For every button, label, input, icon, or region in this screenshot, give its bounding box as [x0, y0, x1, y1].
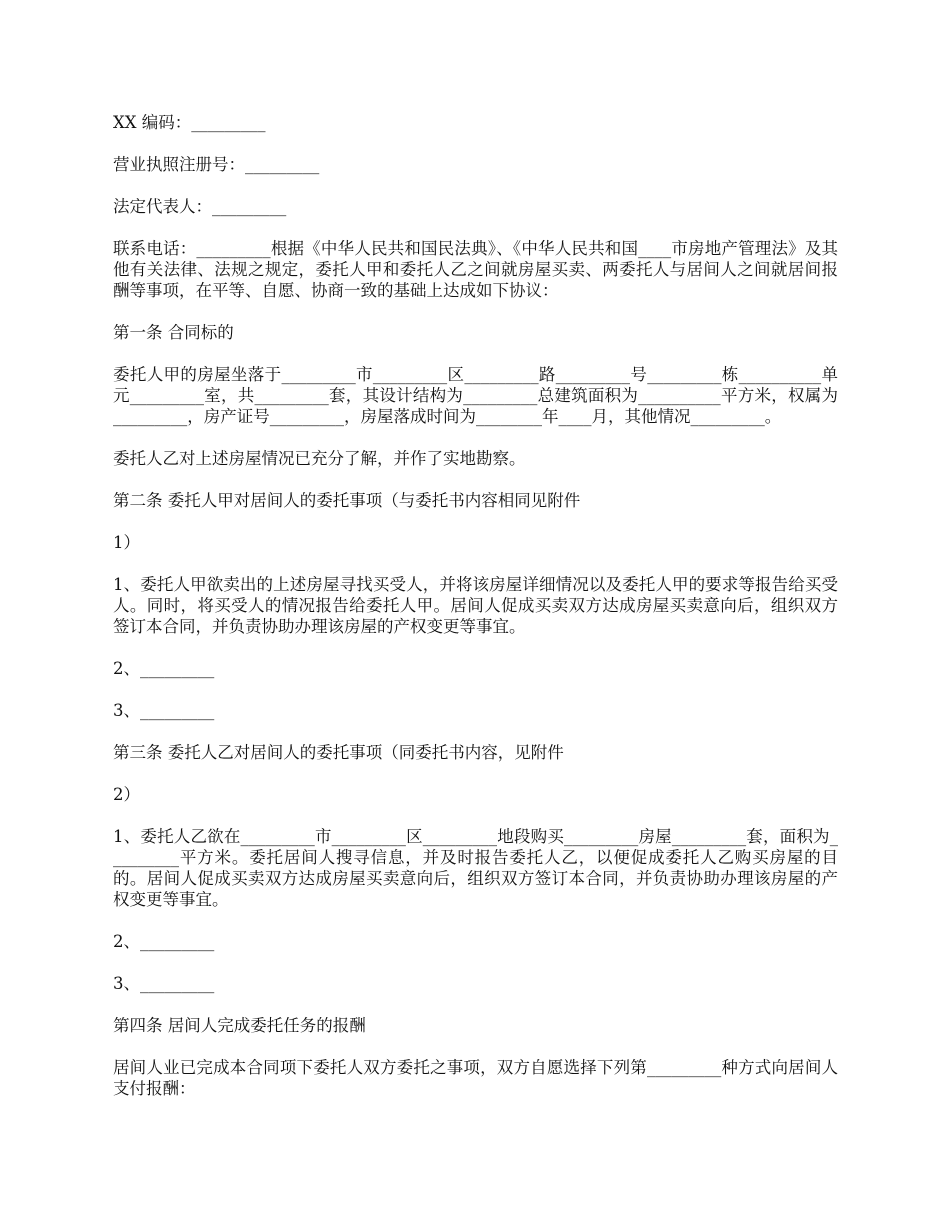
paragraph-article-2-item-1: 1、委托人甲欲卖出的上述房屋寻找买受人，并将该房屋详细情况以及委托人甲的要求等报告给买受人。同时，将买受人的情况报告给委托人甲。居间人促成买卖双方达成房屋买卖意向后，组织双方签订本合同，并负责协助办理该房屋的产权变更等事宜。	[113, 575, 838, 636]
paragraph-article-3-item-3: 3、_________	[113, 974, 215, 993]
paragraph-code: XX 编码：_________	[113, 113, 266, 132]
heading-article-2: 第二条 委托人甲对居间人的委托事项（与委托书内容相同见附件	[113, 491, 581, 510]
paragraph-attachment-2: 2）	[113, 785, 140, 804]
paragraph-attachment-1: 1）	[113, 533, 140, 552]
heading-article-4: 第四条 居间人完成委托任务的报酬	[113, 1016, 366, 1035]
paragraph-article-3-item-1: 1、委托人乙欲在_________市_________区_________地段购买_________房屋_________套，面积为_________平方米。委托居间人搜寻信息，并及时报告委托人乙，以便促成委托人乙购买房屋的目的。居间人促成买卖双方达成房屋买卖意向后，组织双方签订本合同，并负责协助办理该房屋的产权变更等事宜。	[113, 827, 838, 909]
paragraph-inspection: 委托人乙对上述房屋情况已充分了解，并作了实地勘察。	[113, 449, 526, 468]
paragraph-license-number: 营业执照注册号：_________	[113, 155, 320, 174]
paragraph-article-2-item-2: 2、_________	[113, 659, 215, 678]
paragraph-article-3-item-2: 2、_________	[113, 932, 215, 951]
paragraph-contact-preamble: 联系电话：_________根据《中华人民共和国民法典》、《中华人民共和国____市房地产管理法》及其他有关法律、法规之规定，委托人甲和委托人乙之间就房屋买卖、两委托人与居间人之间就居间报酬等事项，在平等、自愿、协商一致的基础上达成如下协议：	[113, 239, 838, 300]
paragraph-article-2-item-3: 3、_________	[113, 701, 215, 720]
paragraph-legal-representative: 法定代表人：_________	[113, 197, 287, 216]
heading-article-3: 第三条 委托人乙对居间人的委托事项（同委托书内容，见附件	[113, 743, 564, 762]
paragraph-property-details: 委托人甲的房屋坐落于_________市_________区_________路_________号_________栋__________单元_________室，共_________套，其设计结构为_________总建筑面积为__________平方米，权属为_________，房产证号_________，房屋落成时间为________年____月，其他情况_________。	[113, 365, 838, 426]
heading-article-1: 第一条 合同标的	[113, 323, 234, 342]
paragraph-payment-method: 居间人业已完成本合同项下委托人双方委托之事项，双方自愿选择下列第_________种方式向居间人支付报酬：	[113, 1058, 838, 1098]
